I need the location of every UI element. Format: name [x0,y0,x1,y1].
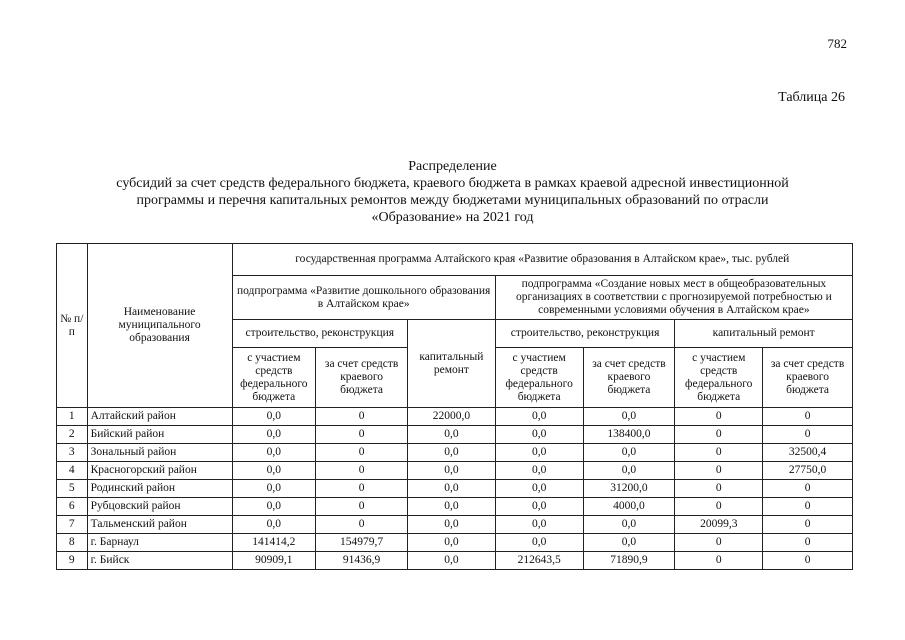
header-federal-2: с участием средств федерального бюджета [495,348,583,408]
cell-preschool-construction-regional: 0 [316,498,408,516]
cell-school-construction-regional: 0,0 [583,444,675,462]
header-regional-1: за счет средств краевого бюджета [316,348,408,408]
cell-preschool-construction-regional: 0 [316,408,408,426]
municipality-name: г. Барнаул [87,534,232,552]
cell-school-repair-federal: 20099,3 [675,516,763,534]
cell-preschool-construction-regional: 0 [316,462,408,480]
cell-preschool-capital-repair: 0,0 [408,462,496,480]
cell-school-construction-regional: 4000,0 [583,498,675,516]
row-number: 7 [57,516,88,534]
municipality-name: Красногорский район [87,462,232,480]
cell-school-repair-federal: 0 [675,408,763,426]
header-number: № п/п [57,244,88,408]
municipality-name: Рубцовский район [87,498,232,516]
cell-school-construction-regional: 0,0 [583,534,675,552]
cell-school-repair-regional: 0 [763,498,853,516]
cell-preschool-construction-regional: 0 [316,480,408,498]
cell-school-construction-federal: 0,0 [495,462,583,480]
row-number: 9 [57,552,88,570]
row-number: 6 [57,498,88,516]
cell-school-repair-regional: 0 [763,408,853,426]
row-number: 8 [57,534,88,552]
document-title [55,158,850,226]
cell-preschool-capital-repair: 0,0 [408,516,496,534]
page-number: 782 [827,36,847,51]
cell-school-construction-federal: 0,0 [495,426,583,444]
header-subprogram-new-places: подпрограмма «Создание новых мест в общеобразовательных организациях в соответствии с прогнозируемой потребностью и современными условиями обучения в Алтайском крае» [495,276,852,320]
title-line-2: субсидий за счет средств федерального бюджета, краевого бюджета в рамках краевой адресной инвестиционной [116,176,789,191]
header-construction-1: строительство, реконструкция [232,320,408,348]
cell-school-repair-regional: 0 [763,426,853,444]
cell-school-repair-federal: 0 [675,462,763,480]
cell-preschool-capital-repair: 0,0 [408,426,496,444]
cell-preschool-construction-federal: 0,0 [232,480,316,498]
cell-school-repair-regional: 0 [763,534,853,552]
cell-school-repair-federal: 0 [675,534,763,552]
row-number: 4 [57,462,88,480]
table-row [57,408,853,426]
cell-school-construction-federal: 0,0 [495,480,583,498]
cell-school-construction-federal: 0,0 [495,444,583,462]
header-capital-repair-2: капитальный ремонт [675,320,853,348]
header-federal-1: с участием средств федерального бюджета [232,348,316,408]
cell-preschool-construction-federal: 0,0 [232,498,316,516]
municipality-name: Алтайский район [87,408,232,426]
cell-school-repair-federal: 0 [675,444,763,462]
cell-preschool-capital-repair: 0,0 [408,534,496,552]
header-construction-2: строительство, реконструкция [495,320,675,348]
municipality-name: Бийский район [87,426,232,444]
cell-school-construction-regional: 71890,9 [583,552,675,570]
cell-preschool-capital-repair: 0,0 [408,480,496,498]
cell-preschool-construction-federal: 0,0 [232,444,316,462]
cell-school-construction-federal: 0,0 [495,408,583,426]
title-line-4: «Образование» на 2021 год [371,210,534,225]
cell-school-repair-federal: 0 [675,498,763,516]
subsidy-table [56,243,853,570]
table-row [57,480,853,498]
cell-preschool-construction-federal: 0,0 [232,516,316,534]
title-line-3: программы и перечня капитальных ремонтов между бюджетами муниципальных образований по отрасли [136,193,769,208]
header-regional-2: за счет средств краевого бюджета [583,348,675,408]
cell-school-repair-federal: 0 [675,552,763,570]
table-row [57,516,853,534]
municipality-name: Тальменский район [87,516,232,534]
table-row [57,444,853,462]
cell-preschool-construction-federal: 141414,2 [232,534,316,552]
cell-school-construction-regional: 31200,0 [583,480,675,498]
cell-preschool-construction-federal: 0,0 [232,426,316,444]
cell-preschool-construction-federal: 0,0 [232,462,316,480]
cell-preschool-capital-repair: 0,0 [408,498,496,516]
municipality-name: Родинский район [87,480,232,498]
table-row [57,534,853,552]
cell-school-repair-regional: 27750,0 [763,462,853,480]
cell-preschool-construction-regional: 154979,7 [316,534,408,552]
row-number: 2 [57,426,88,444]
table-row [57,498,853,516]
cell-school-repair-regional: 0 [763,516,853,534]
cell-preschool-capital-repair: 22000,0 [408,408,496,426]
table-row [57,426,853,444]
cell-preschool-capital-repair: 0,0 [408,552,496,570]
row-number: 5 [57,480,88,498]
cell-preschool-capital-repair: 0,0 [408,444,496,462]
row-number: 1 [57,408,88,426]
cell-school-repair-federal: 0 [675,426,763,444]
cell-school-construction-federal: 0,0 [495,534,583,552]
cell-preschool-construction-federal: 0,0 [232,408,316,426]
table-row [57,552,853,570]
header-municipality: Наименование муниципального образования [87,244,232,408]
header-subprogram-preschool: подпрограмма «Развитие дошкольного образования в Алтайском крае» [232,276,495,320]
table-label: Таблица 26 [778,90,845,105]
cell-school-construction-regional: 0,0 [583,516,675,534]
cell-preschool-construction-regional: 0 [316,516,408,534]
cell-school-repair-regional: 0 [763,480,853,498]
cell-preschool-construction-regional: 0 [316,444,408,462]
cell-preschool-construction-regional: 91436,9 [316,552,408,570]
table-body [57,408,853,570]
title-line-1: Распределение [408,159,497,174]
municipality-name: г. Бийск [87,552,232,570]
cell-school-construction-federal: 212643,5 [495,552,583,570]
cell-school-repair-federal: 0 [675,480,763,498]
header-federal-3: с участием средств федерального бюджета [675,348,763,408]
header-program: государственная программа Алтайского края «Развитие образования в Алтайском крае», тыс. рублей [232,244,852,276]
cell-preschool-construction-federal: 90909,1 [232,552,316,570]
cell-school-construction-regional: 138400,0 [583,426,675,444]
header-regional-3: за счет средств краевого бюджета [763,348,853,408]
cell-school-construction-federal: 0,0 [495,516,583,534]
row-number: 3 [57,444,88,462]
cell-school-construction-federal: 0,0 [495,498,583,516]
cell-school-repair-regional: 32500,4 [763,444,853,462]
cell-school-construction-regional: 0,0 [583,408,675,426]
header-capital-repair-1: капитальный ремонт [408,320,496,408]
cell-school-construction-regional: 0,0 [583,462,675,480]
cell-school-repair-regional: 0 [763,552,853,570]
table-row [57,462,853,480]
municipality-name: Зональный район [87,444,232,462]
cell-preschool-construction-regional: 0 [316,426,408,444]
